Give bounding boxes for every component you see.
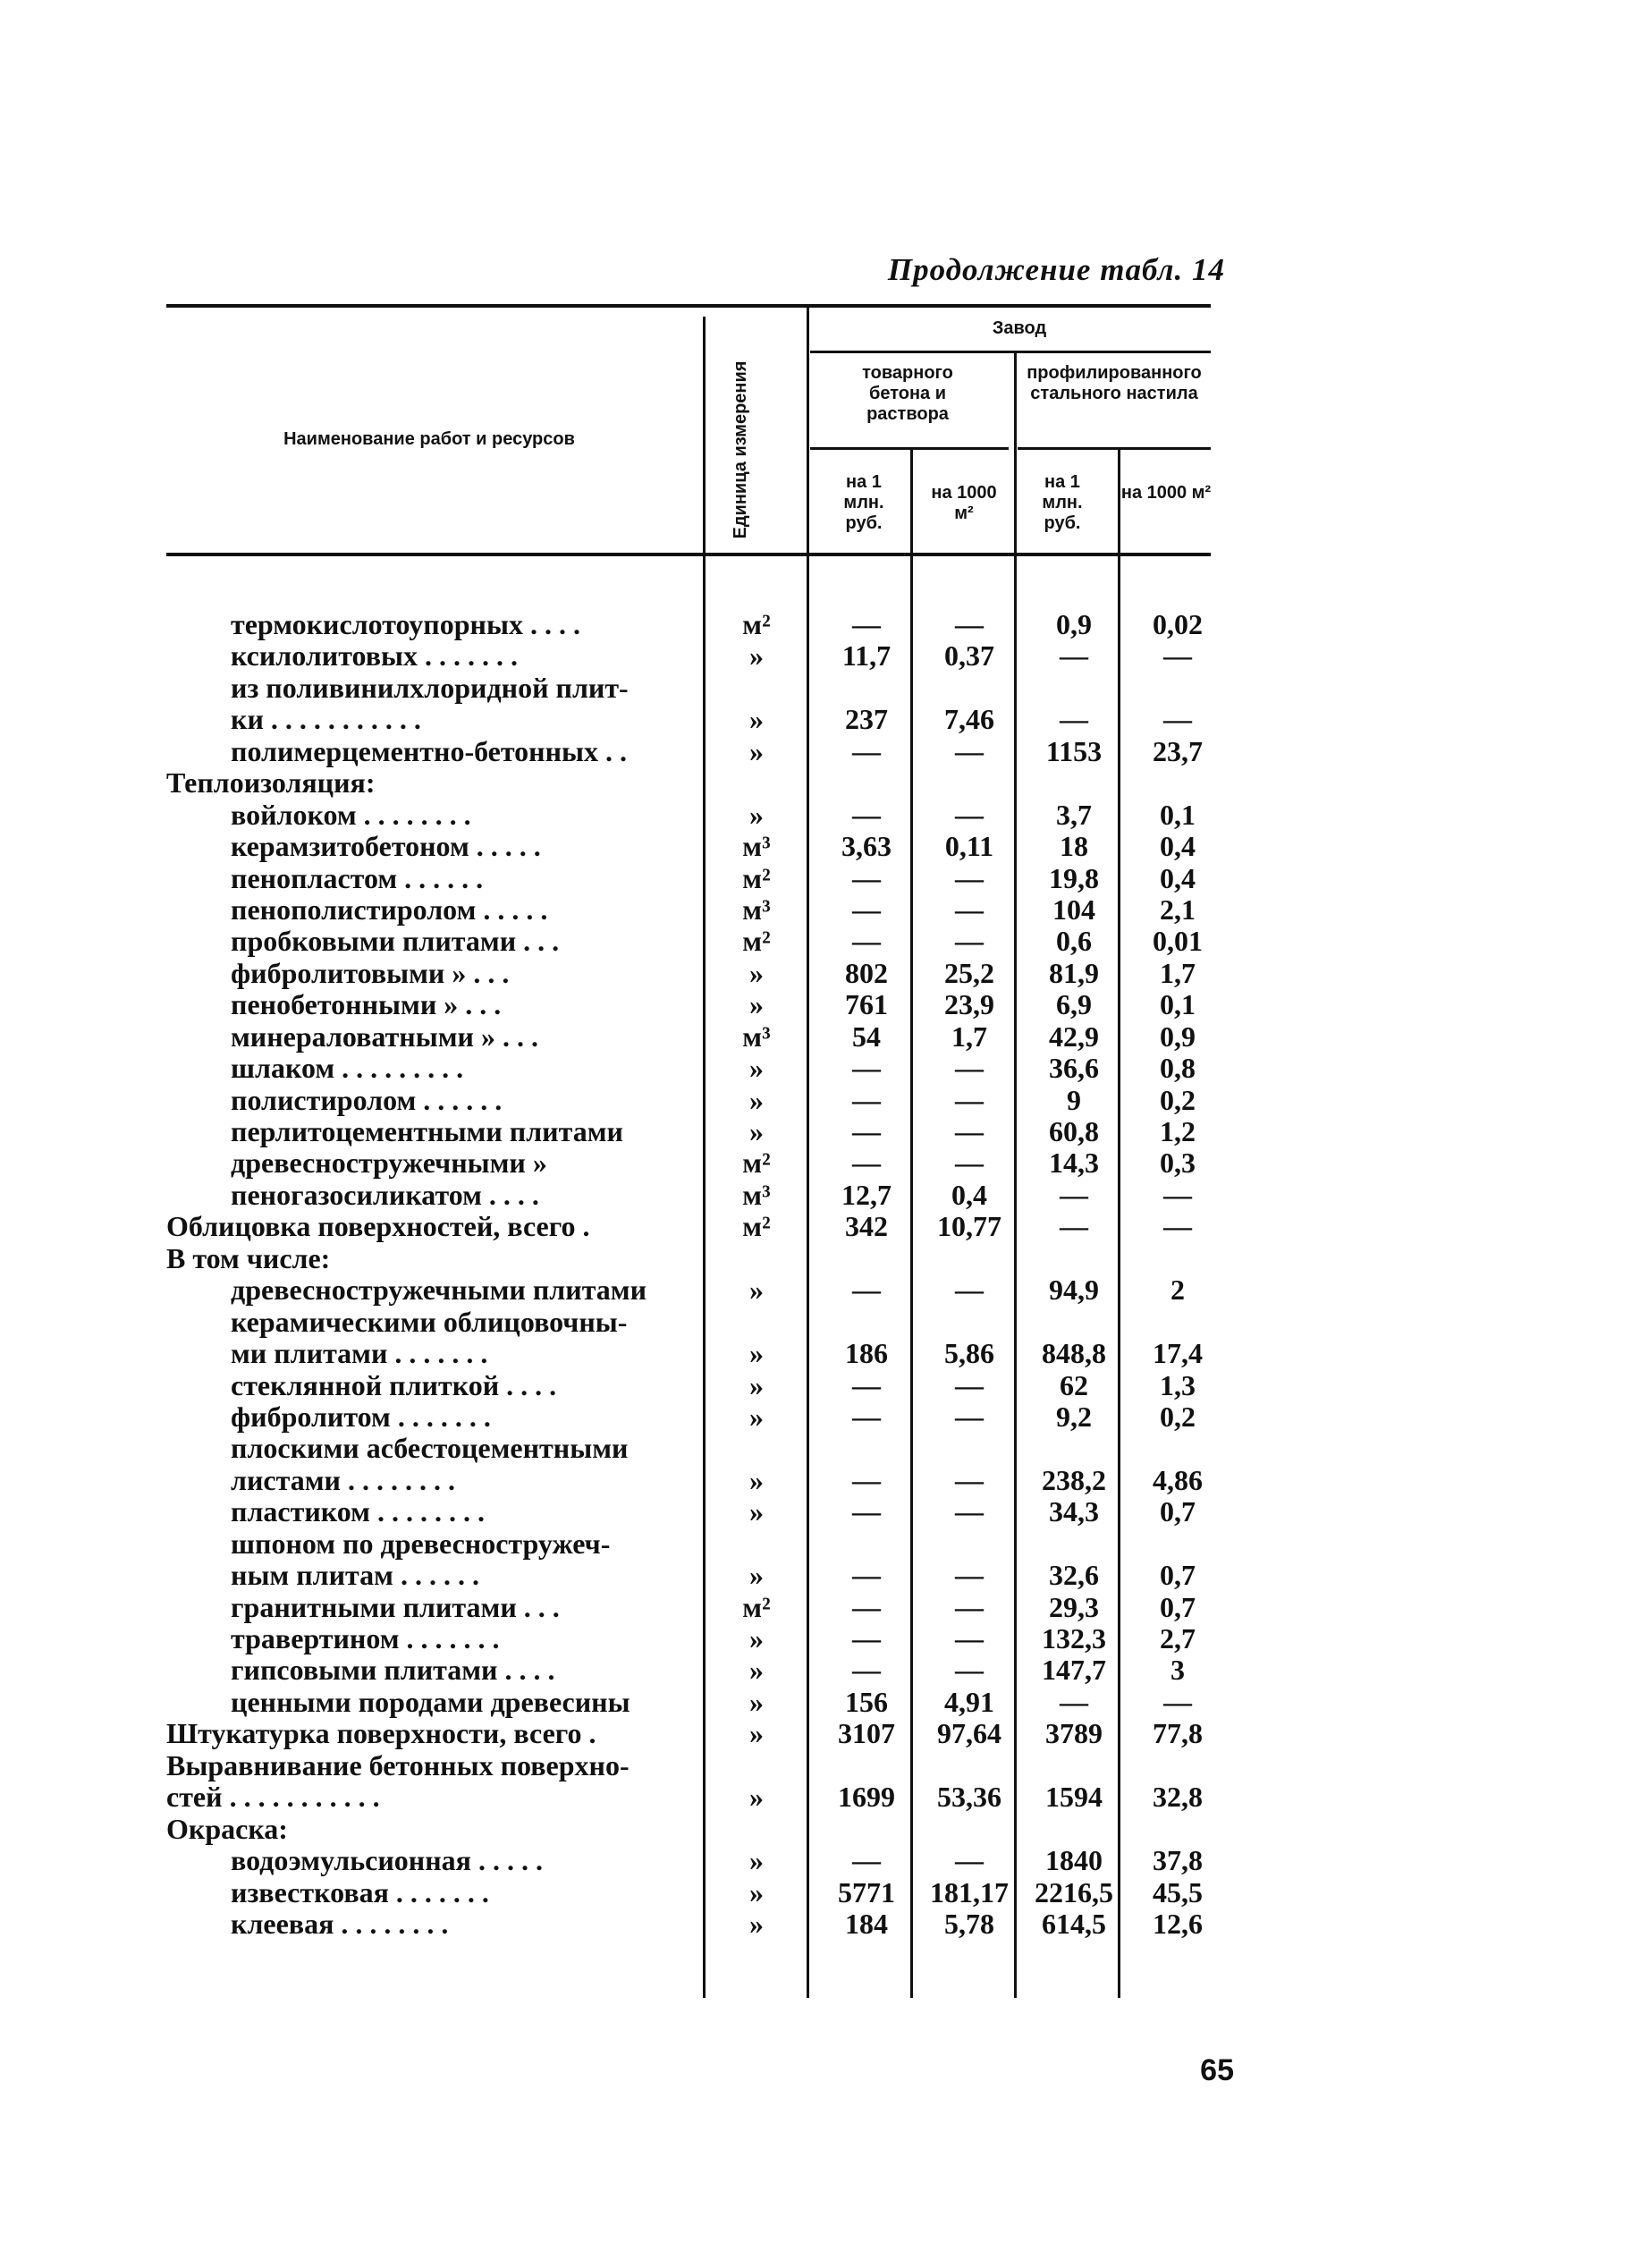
row-unit: » [749, 1052, 764, 1085]
row-name: листами . . . . . . . . [231, 1464, 455, 1496]
value-per-1000m2-concrete: — [955, 1400, 984, 1433]
value-per-1000m2-steel: 0,02 [1153, 608, 1203, 640]
header-group-1: товарного бетона и раствора [862, 363, 953, 424]
row-unit: м² [742, 925, 771, 958]
value-per-1000m2-steel: 0,2 [1160, 1400, 1196, 1433]
value-per-mln-rub-steel: 6,9 [1056, 988, 1092, 1021]
row-unit: » [749, 1907, 764, 1940]
value-per-mln-rub-steel: — [1060, 1210, 1088, 1243]
value-per-1000m2-concrete: 1,7 [951, 1020, 987, 1053]
value-per-mln-rub-steel: 1153 [1045, 734, 1103, 767]
value-per-1000m2-concrete: 181,17 [930, 1875, 1009, 1908]
value-per-1000m2-steel: 37,8 [1153, 1844, 1203, 1877]
value-per-1000m2-steel: 23,7 [1153, 734, 1203, 767]
top-rule [166, 304, 1211, 308]
value-per-1000m2-concrete: — [955, 1463, 984, 1496]
value-per-1000m2-concrete: — [955, 925, 984, 958]
value-per-mln-rub-steel: 0,9 [1056, 608, 1092, 640]
value-per-mln-rub-concrete: 5771 [838, 1875, 895, 1908]
subgroup-rule-2 [1018, 447, 1211, 450]
value-per-mln-rub-concrete: — [852, 1559, 881, 1592]
value-per-1000m2-concrete: — [955, 1622, 984, 1654]
value-per-1000m2-steel: 0,2 [1160, 1083, 1196, 1116]
value-per-1000m2-steel: 0,1 [1160, 988, 1196, 1021]
row-name: стей . . . . . . . . . . . [166, 1781, 380, 1814]
row-unit: м³ [742, 1178, 771, 1211]
row-name: пеногазосиликатом . . . . [231, 1179, 539, 1211]
value-per-mln-rub-concrete: 761 [845, 988, 888, 1021]
value-per-mln-rub-steel: 2216,5 [1035, 1875, 1113, 1908]
value-per-mln-rub-steel: 42,9 [1049, 1020, 1099, 1053]
value-per-mln-rub-steel: — [1060, 1685, 1088, 1718]
row-name: Окраска: [166, 1813, 288, 1845]
value-per-1000m2-steel: 0,9 [1160, 1020, 1196, 1053]
row-unit: » [749, 1654, 764, 1687]
value-per-mln-rub-concrete: — [852, 734, 881, 767]
value-per-1000m2-concrete: — [955, 1115, 984, 1147]
value-per-1000m2-steel: 0,4 [1160, 830, 1196, 863]
value-per-mln-rub-concrete: — [852, 1147, 881, 1180]
value-per-1000m2-concrete: 97,64 [937, 1717, 1001, 1750]
value-per-mln-rub-concrete: — [852, 861, 881, 894]
value-per-mln-rub-concrete: — [852, 1622, 881, 1654]
row-name: шлаком . . . . . . . . . [231, 1053, 464, 1085]
row-name: гипсовыми плитами . . . . [231, 1654, 555, 1687]
value-per-1000m2-steel: 1,2 [1160, 1115, 1196, 1147]
value-per-mln-rub-steel: 9 [1067, 1083, 1081, 1116]
value-per-mln-rub-concrete: — [852, 608, 881, 640]
value-per-mln-rub-concrete: — [852, 1463, 881, 1496]
value-per-mln-rub-concrete: 11,7 [841, 639, 892, 673]
value-per-mln-rub-concrete: — [852, 798, 881, 831]
value-per-mln-rub-concrete: — [852, 1844, 881, 1877]
value-per-mln-rub-concrete: 3,63 [841, 830, 892, 863]
row-name: известковая . . . . . . . [231, 1876, 489, 1908]
value-per-mln-rub-steel: 132,3 [1042, 1622, 1106, 1654]
row-name: термокислотоупорных . . . . [231, 609, 580, 640]
value-per-1000m2-concrete: — [955, 1495, 984, 1528]
value-per-mln-rub-concrete: 156 [845, 1685, 888, 1718]
value-per-1000m2-steel: 12,6 [1153, 1907, 1203, 1940]
value-per-mln-rub-concrete: — [852, 1654, 881, 1687]
row-name: ксилолитовых . . . . . . . [231, 640, 518, 673]
row-unit: м³ [742, 830, 771, 863]
value-per-mln-rub-steel: 36,6 [1049, 1052, 1099, 1085]
value-per-mln-rub-steel: — [1060, 703, 1088, 736]
value-per-1000m2-concrete: 0,4 [951, 1178, 987, 1211]
row-name: стеклянной плиткой . . . . [231, 1369, 557, 1401]
value-per-mln-rub-steel: 848,8 [1042, 1337, 1106, 1370]
row-name: ценными породами древесины [231, 1686, 630, 1718]
row-name: Теплоизоляция: [166, 767, 376, 800]
value-per-mln-rub-steel: 81,9 [1049, 956, 1099, 989]
row-name: травертином . . . . . . . [231, 1623, 500, 1654]
value-per-1000m2-steel: 2 [1170, 1274, 1185, 1307]
row-unit: » [749, 1875, 764, 1908]
value-per-1000m2-concrete: — [955, 861, 984, 894]
value-per-1000m2-concrete: — [955, 1654, 984, 1687]
row-name: ным плитам . . . . . . [231, 1560, 479, 1592]
value-per-mln-rub-concrete: — [852, 1590, 881, 1623]
value-per-1000m2-concrete: — [955, 1147, 984, 1180]
divider-unit-c1 [807, 308, 809, 1998]
row-name: клеевая . . . . . . . . [231, 1908, 449, 1940]
row-unit: » [749, 1622, 764, 1654]
value-per-1000m2-concrete: — [955, 1274, 984, 1307]
value-per-1000m2-steel: — [1163, 1210, 1192, 1243]
value-per-1000m2-steel: — [1163, 1178, 1192, 1211]
value-per-mln-rub-steel: 29,3 [1049, 1590, 1099, 1623]
row-unit: м² [742, 1590, 771, 1623]
value-per-mln-rub-steel: 3789 [1045, 1717, 1103, 1750]
row-name: водоэмульсионная . . . . . [231, 1845, 543, 1877]
row-unit: » [749, 956, 764, 989]
row-name: фибролитом . . . . . . . [231, 1401, 491, 1433]
value-per-mln-rub-steel: 32,6 [1049, 1559, 1099, 1592]
header-sub-2: на 1000 м² [931, 483, 997, 523]
header-bottom-rule [166, 553, 1211, 556]
value-per-mln-rub-steel: — [1060, 1178, 1088, 1211]
value-per-1000m2-concrete: 5,86 [944, 1337, 994, 1370]
value-per-1000m2-steel: 0,1 [1160, 798, 1196, 831]
row-unit: м³ [742, 1020, 771, 1053]
value-per-1000m2-steel: 0,8 [1160, 1052, 1196, 1085]
value-per-mln-rub-concrete: — [852, 1115, 881, 1147]
value-per-1000m2-steel: 4,86 [1153, 1463, 1203, 1496]
value-per-mln-rub-steel: 19,8 [1049, 861, 1099, 894]
value-per-1000m2-concrete: 7,46 [944, 703, 994, 736]
value-per-1000m2-concrete: 5,78 [944, 1907, 994, 1940]
value-per-1000m2-concrete: — [955, 1052, 984, 1085]
value-per-mln-rub-concrete: 54 [852, 1020, 881, 1053]
value-per-1000m2-concrete: 10,77 [937, 1210, 1001, 1243]
value-per-mln-rub-steel: 3,7 [1056, 798, 1092, 831]
value-per-1000m2-steel: 2,1 [1160, 893, 1196, 926]
row-name: гранитными плитами . . . [231, 1591, 560, 1623]
row-unit: » [749, 1781, 764, 1814]
row-name: фибролитовыми » . . . [231, 957, 510, 989]
value-per-1000m2-steel: 0,7 [1160, 1495, 1196, 1528]
row-unit: » [749, 1400, 764, 1433]
header-sub-3: на 1 млн. руб. [1042, 472, 1083, 533]
row-name: минераловатными » . . . [231, 1020, 538, 1053]
row-name: Облицовка поверхностей, всего . [166, 1211, 590, 1243]
row-unit: » [749, 1717, 764, 1750]
row-unit: » [749, 1083, 764, 1116]
value-per-mln-rub-concrete: — [852, 1368, 881, 1401]
header-name-col: Наименование работ и ресурсов [283, 429, 575, 449]
value-per-mln-rub-concrete: 342 [845, 1210, 888, 1243]
value-per-1000m2-steel: — [1163, 703, 1192, 736]
value-per-1000m2-steel: — [1163, 1685, 1192, 1718]
value-per-1000m2-concrete: 25,2 [944, 956, 994, 989]
value-per-mln-rub-concrete: 12,7 [841, 1178, 892, 1211]
subgroup-rule-1 [810, 447, 1009, 450]
value-per-1000m2-concrete: — [955, 1559, 984, 1592]
row-unit: » [749, 1495, 764, 1528]
value-per-mln-rub-steel: 60,8 [1049, 1115, 1099, 1147]
row-unit: » [749, 1844, 764, 1877]
row-name: керамзитобетоном . . . . . [231, 831, 541, 863]
row-name: шпоном по древесностружеч- [231, 1528, 611, 1560]
value-per-mln-rub-concrete: 237 [845, 703, 888, 736]
value-per-1000m2-steel: 45,5 [1153, 1875, 1203, 1908]
value-per-1000m2-concrete: — [955, 1368, 984, 1401]
row-name: пенополистиролом . . . . . [231, 893, 548, 926]
value-per-mln-rub-concrete: 184 [845, 1907, 888, 1940]
value-per-1000m2-steel: 32,8 [1153, 1781, 1203, 1814]
header-sub-1: на 1 млн. руб. [843, 472, 884, 533]
row-name: древесностружечными » [231, 1147, 547, 1180]
row-name: плоскими асбестоцементными [231, 1433, 629, 1465]
value-per-1000m2-steel: 0,7 [1160, 1590, 1196, 1623]
value-per-mln-rub-concrete: — [852, 1400, 881, 1433]
value-per-mln-rub-steel: 18 [1060, 830, 1088, 863]
value-per-1000m2-steel: 3 [1170, 1654, 1185, 1687]
row-unit: » [749, 1115, 764, 1147]
value-per-1000m2-steel: 17,4 [1153, 1337, 1203, 1370]
page-number: 65 [1200, 2053, 1234, 2087]
row-name: перлитоцементными плитами [231, 1116, 623, 1147]
value-per-mln-rub-steel: 147,7 [1042, 1654, 1106, 1687]
value-per-mln-rub-steel: 9,2 [1056, 1400, 1092, 1433]
value-per-mln-rub-concrete: 3107 [838, 1717, 895, 1750]
row-unit: » [749, 1368, 764, 1401]
row-unit: » [749, 1559, 764, 1592]
header-sub-4: на 1000 м² [1120, 483, 1212, 503]
value-per-mln-rub-steel: 104 [1052, 893, 1095, 926]
row-name: керамическими облицовочны- [231, 1306, 628, 1338]
value-per-mln-rub-steel: 1840 [1045, 1844, 1103, 1877]
row-name: из поливинилхлоридной плит- [231, 672, 629, 704]
value-per-1000m2-concrete: 4,91 [944, 1685, 994, 1718]
value-per-mln-rub-steel: 34,3 [1049, 1495, 1099, 1528]
value-per-mln-rub-concrete: — [852, 1052, 881, 1085]
value-per-mln-rub-concrete: — [852, 925, 881, 958]
row-name: пластиком . . . . . . . . [231, 1496, 485, 1528]
plant-rule [810, 351, 1211, 353]
value-per-1000m2-steel: 1,7 [1160, 956, 1196, 989]
row-name: полистиролом . . . . . . [231, 1084, 503, 1116]
row-name: войлоком . . . . . . . . [231, 799, 471, 831]
row-name: пенопластом . . . . . . [231, 862, 484, 894]
value-per-1000m2-concrete: — [955, 734, 984, 767]
value-per-mln-rub-concrete: — [852, 893, 881, 926]
value-per-mln-rub-steel: 238,2 [1042, 1463, 1106, 1496]
value-per-1000m2-concrete: 53,36 [937, 1781, 1001, 1814]
value-per-mln-rub-concrete: 186 [845, 1337, 888, 1370]
row-unit: » [749, 1337, 764, 1370]
value-per-1000m2-concrete: 23,9 [944, 988, 994, 1021]
value-per-mln-rub-steel: 614,5 [1042, 1907, 1106, 1940]
row-name: ми плитами . . . . . . . [231, 1338, 488, 1370]
value-per-1000m2-concrete: 0,11 [944, 830, 994, 863]
row-unit: » [749, 703, 764, 736]
table-caption: Продолжение табл. 14 [887, 252, 1225, 287]
value-per-mln-rub-steel: 94,9 [1049, 1274, 1099, 1307]
value-per-mln-rub-concrete: 802 [845, 956, 888, 989]
row-unit: » [749, 639, 764, 673]
value-per-1000m2-concrete: — [955, 608, 984, 640]
value-per-1000m2-concrete: — [955, 893, 984, 926]
value-per-mln-rub-concrete: — [852, 1083, 881, 1116]
row-name: Штукатурка поверхности, всего . [166, 1718, 596, 1750]
value-per-mln-rub-steel: 14,3 [1049, 1147, 1099, 1180]
row-name: Выравнивание бетонных поверхно- [166, 1749, 630, 1781]
row-unit: » [749, 1685, 764, 1718]
value-per-mln-rub-steel: 62 [1060, 1368, 1088, 1401]
value-per-1000m2-concrete: 0,37 [944, 639, 994, 673]
value-per-1000m2-concrete: — [955, 1844, 984, 1877]
value-per-1000m2-steel: 0,4 [1160, 861, 1196, 894]
row-name: полимерцементно-бетонных . . [231, 735, 628, 767]
row-unit: м² [742, 1210, 771, 1243]
row-unit: м³ [742, 893, 771, 926]
value-per-1000m2-steel: 1,3 [1160, 1368, 1196, 1401]
value-per-mln-rub-steel: 0,6 [1056, 925, 1092, 958]
row-name: В том числе: [166, 1242, 331, 1274]
value-per-1000m2-steel: 0,7 [1160, 1559, 1196, 1592]
value-per-1000m2-steel: 77,8 [1153, 1717, 1203, 1750]
header-plant: Завод [992, 318, 1047, 338]
value-per-mln-rub-concrete: 1699 [838, 1781, 895, 1814]
row-unit: » [749, 988, 764, 1021]
value-per-mln-rub-concrete: — [852, 1274, 881, 1307]
row-name: пенобетонными » . . . [231, 989, 502, 1021]
row-unit: м² [742, 608, 771, 640]
value-per-1000m2-steel: — [1163, 639, 1192, 673]
header-unit-col: Единица измерения [731, 360, 750, 539]
value-per-mln-rub-concrete: — [852, 1495, 881, 1528]
row-unit: м² [742, 861, 771, 894]
header-group-2: профилированного стального настила [1027, 363, 1202, 403]
value-per-1000m2-concrete: — [955, 1590, 984, 1623]
row-name: пробковыми плитами . . . [231, 926, 560, 958]
row-name: древесностружечными плитами [231, 1274, 647, 1307]
value-per-1000m2-steel: 2,7 [1160, 1622, 1196, 1654]
value-per-mln-rub-steel: — [1060, 639, 1088, 673]
row-unit: » [749, 1274, 764, 1307]
row-unit: » [749, 798, 764, 831]
row-unit: » [749, 734, 764, 767]
value-per-1000m2-steel: 0,3 [1160, 1147, 1196, 1180]
value-per-mln-rub-steel: 1594 [1045, 1781, 1103, 1814]
value-per-1000m2-concrete: — [955, 1083, 984, 1116]
row-unit: м² [742, 1147, 771, 1180]
value-per-1000m2-concrete: — [955, 798, 984, 831]
value-per-1000m2-steel: 0,01 [1153, 925, 1203, 958]
row-name: ки . . . . . . . . . . . [231, 704, 421, 736]
row-unit: » [749, 1463, 764, 1496]
